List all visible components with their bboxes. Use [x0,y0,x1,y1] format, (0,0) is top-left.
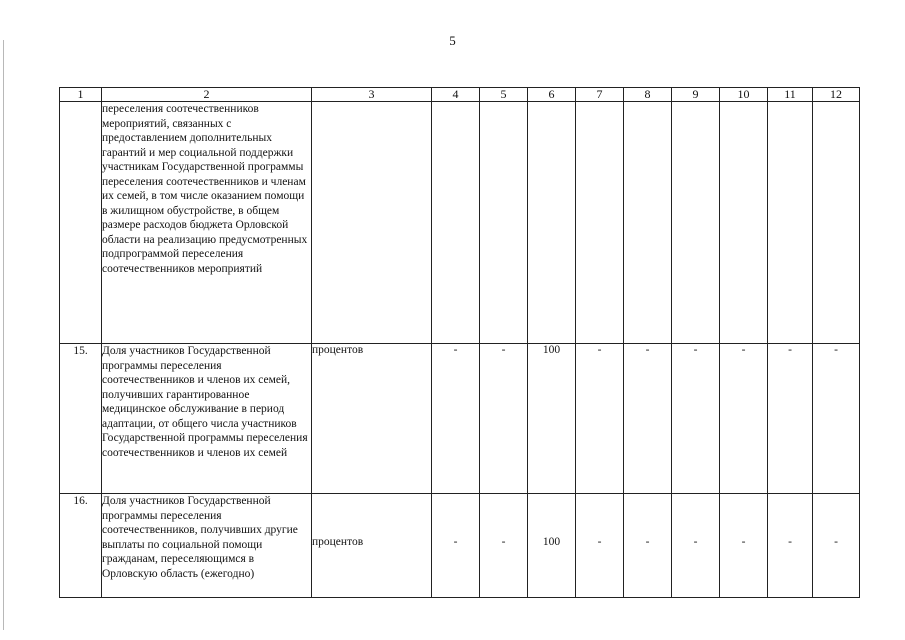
column-header: 8 [624,88,672,102]
value-cell [480,102,528,344]
value-cell: - [813,494,860,598]
column-header: 1 [60,88,102,102]
indicator-table [59,87,860,598]
value-cell: - [720,494,768,598]
table-row [60,102,860,344]
column-header: 3 [312,88,432,102]
unit-cell: процентов [312,344,432,494]
value-cell: - [576,494,624,598]
column-number-header-row [60,88,860,102]
value-cell: - [480,344,528,494]
page-edge-line [3,40,4,630]
column-header: 12 [813,88,860,102]
value-cell: - [720,344,768,494]
value-cell: - [432,494,480,598]
value-cell [672,102,720,344]
value-cell [576,102,624,344]
value-cell: - [480,494,528,598]
value-cell: - [624,494,672,598]
value-cell: - [672,344,720,494]
value-cell: 100 [528,494,576,598]
column-header: 2 [102,88,312,102]
unit-cell: процентов [312,494,432,598]
value-cell [813,102,860,344]
column-header: 4 [432,88,480,102]
table-row [60,344,860,494]
row-number: 16. [60,494,102,598]
column-header: 11 [768,88,813,102]
value-cell: - [768,344,813,494]
value-cell: - [768,494,813,598]
row-number [60,102,102,344]
column-header: 6 [528,88,576,102]
value-cell [720,102,768,344]
column-header: 10 [720,88,768,102]
indicator-description: Доля участников Государственной программы переселения соотечественников, получивших другие выплаты по социальной помощи гражданам, переселяющимся в Орловскую область (ежегодно) [102,494,312,598]
value-cell [624,102,672,344]
value-cell [768,102,813,344]
column-header: 9 [672,88,720,102]
column-header: 7 [576,88,624,102]
row-number: 15. [60,344,102,494]
value-cell [432,102,480,344]
value-cell [528,102,576,344]
column-header: 5 [480,88,528,102]
value-cell: - [672,494,720,598]
table-row [60,494,860,598]
value-cell: - [576,344,624,494]
value-cell: 100 [528,344,576,494]
indicator-description: переселения соотечественников мероприятий, связанных с предоставлением дополнительных гарантий и мер социальной поддержки участникам Государственной программы переселения соотечественников и членам их семей, в том числе оказанием помощи в жилищном обустройстве, в общем размере расходов бюджета Орловской области на реализацию предусмотренных подпрограммой переселения соотечественников мероприятий [102,102,312,344]
value-cell: - [813,344,860,494]
value-cell: - [432,344,480,494]
page-number: 5 [449,33,456,48]
indicator-description: Доля участников Государственной программы переселения соотечественников и членов их семей, получивших гарантированное медицинское обслуживание в период адаптации, от общего числа участников Государственной программы переселения соотечественников и членов их семей [102,344,312,494]
value-cell: - [624,344,672,494]
unit-cell [312,102,432,344]
